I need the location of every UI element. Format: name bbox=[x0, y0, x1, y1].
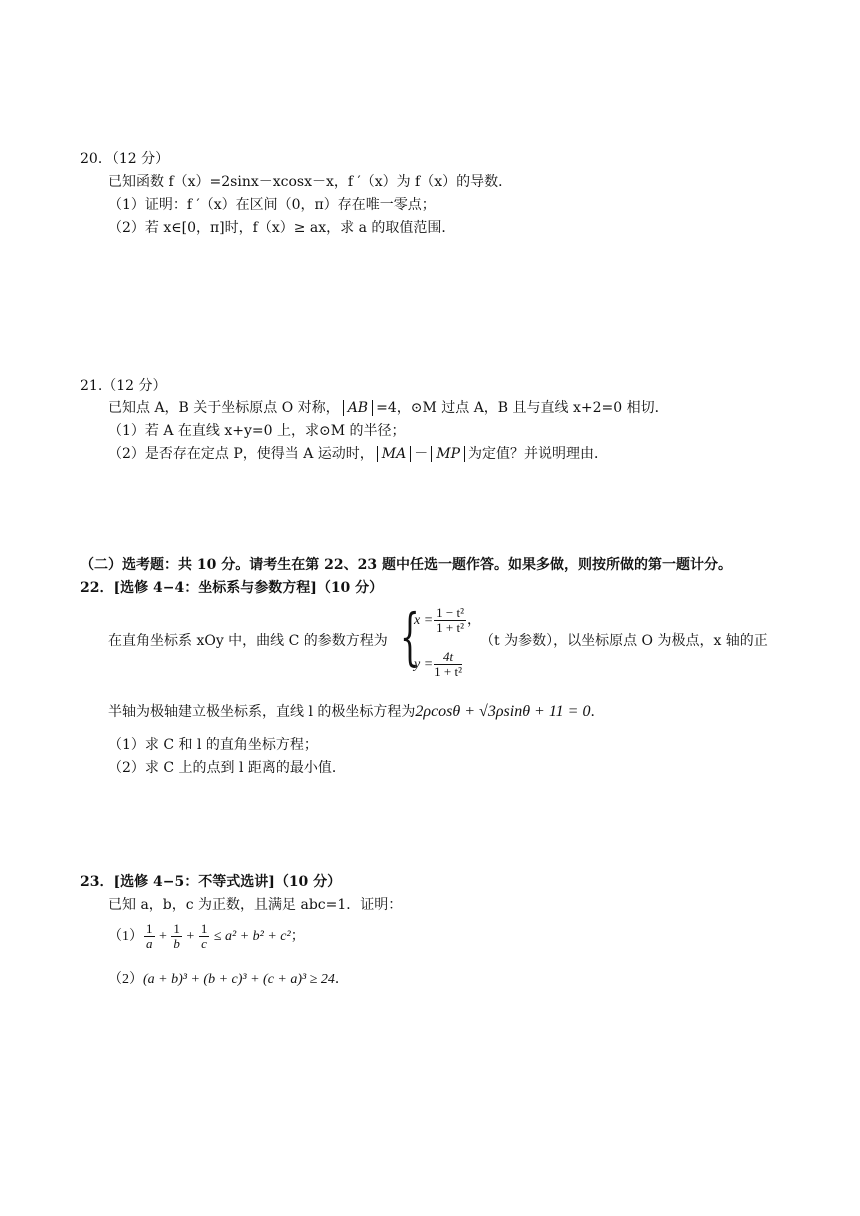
q22-line2-end: ． bbox=[590, 704, 605, 720]
q20-part2: （2）若 x∈[0，π]时，f（x）≥ ax，求 a 的取值范围． bbox=[108, 220, 456, 236]
q23-frac-1b-den: b bbox=[173, 936, 180, 952]
q21-abs-mp: MP bbox=[431, 446, 465, 462]
q22-x-denominator: 1 + t² bbox=[436, 620, 465, 636]
q23-frac-1c bbox=[199, 922, 210, 951]
q22-line2-text: 半轴为极轴建立极坐标系，直线 l 的极坐标方程为 bbox=[108, 704, 416, 720]
section-elective-heading: （二）选考题：共 10 分。请考生在第 22、23 题中任选一题作答。如果多做，则按所做的第一题计分。 bbox=[80, 557, 732, 573]
q22-y-denominator: 1 + t² bbox=[434, 664, 463, 680]
q21-stem bbox=[108, 400, 669, 416]
q23-part2 bbox=[108, 972, 349, 988]
q23-frac-1a-num: 1 bbox=[146, 921, 153, 937]
q22-polar-equation: 2ρcosθ + √3ρsinθ + 11 = 0 bbox=[415, 703, 591, 720]
q23-frac-1c-num: 1 bbox=[200, 921, 208, 937]
q21-header: 21.（12 分） bbox=[80, 378, 167, 394]
q22-y-fraction bbox=[434, 650, 462, 679]
q22-line2 bbox=[108, 704, 604, 720]
q22-y-numerator: 4t bbox=[434, 650, 462, 665]
q22-y-lhs: y = bbox=[414, 657, 434, 672]
q21-part2-text-a: （2）是否存在定点 P，使得当 A 运动时， bbox=[108, 446, 374, 462]
q23-frac-1a bbox=[144, 922, 155, 951]
q22-x-equation bbox=[414, 604, 481, 638]
q23-part1-end: ； bbox=[290, 929, 305, 944]
q21-part2-text-b: 为定值？并说明理由． bbox=[468, 446, 609, 462]
q22-line1-b: （t 为参数），以坐标原点 O 为极点，x 轴的正 bbox=[480, 633, 768, 649]
q21-minus: － bbox=[414, 446, 429, 462]
q21-abs-ma: MA bbox=[377, 446, 411, 462]
q23-part2-end: ． bbox=[334, 972, 349, 987]
q23-stem: 已知 a，b，c 为正数，且满足 abc=1．证明： bbox=[108, 897, 403, 913]
q20-stem: 已知函数 f（x）=2sinx－xcosx－x，f ′（x）为 f（x）的导数． bbox=[108, 174, 513, 190]
q21-part1: （1）若 A 在直线 x+y=0 上，求⊙M 的半径； bbox=[108, 423, 406, 439]
q22-x-lhs: x = bbox=[414, 613, 434, 628]
q22-line1-a: 在直角坐标系 xOy 中，曲线 C 的参数方程为 bbox=[108, 633, 388, 649]
q22-y-equation bbox=[414, 648, 463, 682]
q21-abs-ab: AB bbox=[343, 400, 373, 416]
q22-part1: （1）求 C 和 l 的直角坐标方程； bbox=[108, 737, 318, 753]
q23-header: 23．[选修 4−5：不等式选讲]（10 分） bbox=[80, 874, 342, 890]
q23-frac-1b bbox=[171, 922, 182, 951]
q23-part1: （1） $\frac{1}{a}$ + $\frac{1}{b}$ + $\frac{1}{c}$ ≤ a² + b² + c²； bbox=[108, 921, 305, 952]
q23-frac-1a-den: a bbox=[146, 936, 153, 952]
q23-part2-label: （2） bbox=[108, 972, 143, 987]
q20-part1: （1）证明：f ′（x）在区间（0，π）存在唯一零点； bbox=[108, 197, 436, 213]
q22-x-comma: ， bbox=[467, 613, 482, 628]
q20-header: 20．（12 分） bbox=[80, 151, 170, 167]
q21-part2 bbox=[108, 446, 608, 462]
q22-x-numerator: 1 − t² bbox=[436, 605, 465, 621]
q22-header: 22．[选修 4−4：坐标系与参数方程]（10 分） bbox=[80, 580, 384, 596]
q21-stem-text-b: =4，⊙M 过点 A，B 且与直线 x+2=0 相切． bbox=[376, 400, 669, 416]
q23-frac-1b-num: 1 bbox=[173, 921, 180, 937]
q22-part2: （2）求 C 上的点到 l 距离的最小值． bbox=[108, 760, 346, 776]
q23-part2-expr: (a + b)³ + (b + c)³ + (c + a)³ ≥ 24 bbox=[143, 972, 335, 987]
q22-left-brace: { bbox=[400, 600, 420, 673]
q23-part1-label: （1） bbox=[108, 929, 143, 944]
q23-part1-rhs: ≤ a² + b² + c² bbox=[213, 929, 291, 944]
q23-frac-1c-den: c bbox=[201, 936, 207, 952]
q21-stem-text-a: 已知点 A，B 关于坐标原点 O 对称， bbox=[108, 400, 340, 416]
q22-x-fraction bbox=[434, 606, 466, 635]
